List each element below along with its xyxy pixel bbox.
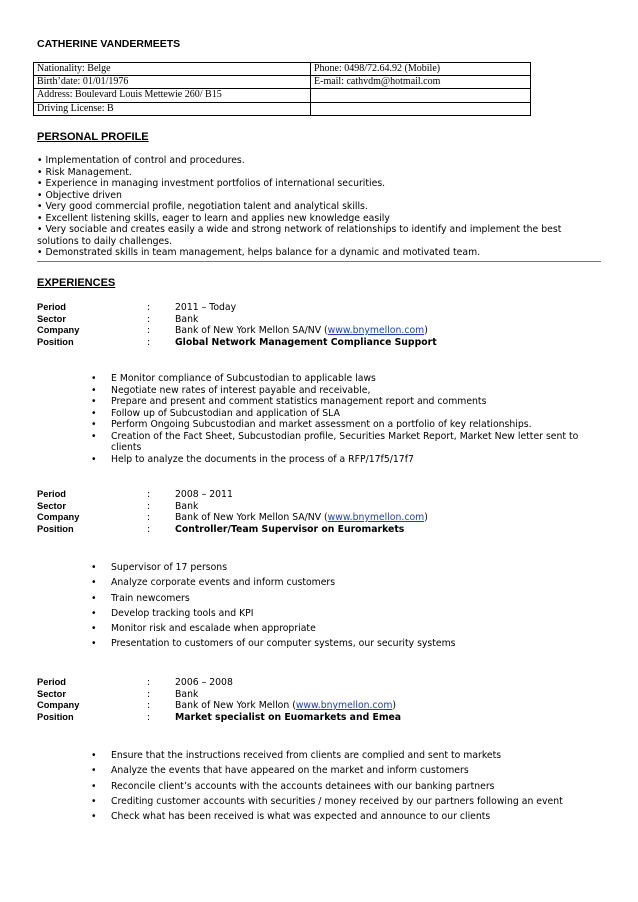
bullet: • [91, 562, 97, 573]
duty-text: Train newcomers [111, 592, 190, 604]
colon: : [147, 677, 151, 688]
profile-item: • Implementation of control and procedures. [37, 155, 245, 166]
duty-text: Presentation to customers of our computer systems, our security systems [111, 638, 456, 650]
duty-text: Negotiate new rates of interest payable and receivable, [111, 384, 371, 396]
colon: : [147, 688, 151, 700]
duty-text: Monitor risk and escalade when appropriate [111, 623, 316, 635]
bullet: • [91, 638, 97, 650]
job-company [175, 325, 428, 337]
position-label: Position [37, 711, 74, 722]
duty-text: Creation of the Fact Sheet, Subcustodian profile, Securities Market Report, Market New letter sent to clients [111, 430, 579, 453]
section-divider [37, 261, 601, 262]
colon: : [147, 302, 151, 313]
colon: : [147, 325, 151, 336]
job-sector: Bank [175, 500, 199, 512]
job-position: Controller/Team Supervisor on Euromarkets [175, 523, 405, 535]
colon: : [147, 512, 151, 523]
position-label: Position [37, 336, 74, 347]
company-name: Bank of New York Mellon ( [175, 700, 296, 711]
bullet: • [91, 430, 97, 442]
profile-item: • Very sociable and creates easily a wide and strong network of relationships to identify and implement the best solutions to daily challenges. [37, 224, 562, 247]
colon: : [147, 523, 151, 535]
info-row [34, 76, 531, 89]
colon: : [147, 500, 151, 512]
sector-label: Sector [37, 688, 66, 699]
email-cell: E-mail: cathvdm@hotmail.com [311, 76, 531, 89]
company-website-link[interactable]: www.bnymellon.com [327, 325, 425, 336]
bullet: • [91, 453, 97, 465]
company-suffix: ) [392, 700, 397, 711]
duty-text: Follow up of Subcustodian and application of SLA [111, 407, 340, 419]
bullet: • [91, 577, 97, 589]
profile-item: • Experience in managing investment portfolios of international securities. [37, 178, 386, 189]
duty-text: Ensure that the instructions received from clients are complied and sent to markets [111, 750, 502, 761]
bullet: • [91, 623, 97, 635]
company-website-link[interactable]: www.bnymellon.com [327, 512, 425, 523]
company-name: Bank of New York Mellon SA/NV ( [175, 512, 328, 523]
sector-label: Sector [37, 500, 66, 511]
duty-text: Analyze corporate events and inform customers [111, 577, 336, 589]
bullet: • [91, 750, 97, 761]
duty-text: Help to analyze the documents in the process of a RFP/17f5/17f7 [111, 453, 414, 465]
profile-item: • Excellent listening skills, eager to learn and applies new knowledge easily [37, 212, 390, 224]
profile-item: • Very good commercial profile, negotiation talent and analytical skills. [37, 201, 368, 212]
bullet: • [91, 780, 97, 792]
empty-cell [311, 89, 531, 102]
duty-text: E Monitor compliance of Subcustodian to applicable laws [111, 373, 376, 384]
duty-text: Analyze the events that have appeared on the market and inform customers [111, 765, 469, 777]
bullet: • [91, 384, 97, 396]
bullet: • [91, 419, 97, 430]
company-suffix: ) [424, 325, 428, 336]
nationality-cell: Nationality: Belge [34, 63, 311, 76]
info-row [34, 63, 531, 76]
duty-text: Supervisor of 17 persons [111, 562, 228, 573]
empty-cell [311, 102, 531, 115]
birthdate-cell: Birth’date: 01/01/1976 [34, 76, 311, 89]
bullet: • [91, 373, 97, 384]
profile-item: • Demonstrated skills in team management, helps balance for a dynamic and motivated team. [37, 247, 481, 258]
job-company [175, 512, 428, 524]
company-label: Company [37, 512, 80, 522]
duty-text: Check what has been received is what was expected and announce to our clients [111, 811, 491, 823]
contact-info-table [33, 62, 531, 116]
bullet: • [91, 811, 97, 823]
position-label: Position [37, 523, 74, 534]
company-label: Company [37, 700, 80, 710]
address-cell: Address: Boulevard Louis Mettewie 260/ B15 [34, 89, 311, 102]
period-label: Period [37, 302, 66, 312]
duty-text: Crediting customer accounts with securities / money received by our partners following an event [111, 795, 563, 807]
job-position: Global Network Management Compliance Support [175, 336, 437, 348]
bullet: • [91, 607, 97, 619]
sector-label: Sector [37, 313, 66, 324]
job-period: 2008 – 2011 [175, 489, 233, 500]
company-name: Bank of New York Mellon SA/NV ( [175, 325, 328, 336]
license-cell: Driving License: B [34, 102, 311, 115]
company-suffix: ) [424, 512, 428, 523]
colon: : [147, 336, 151, 348]
bullet: • [91, 592, 97, 604]
job-position: Market specialist on Euomarkets and Emea [175, 711, 402, 723]
job-company [175, 700, 396, 712]
company-label: Company [37, 325, 80, 335]
profile-list [37, 155, 597, 259]
period-label: Period [37, 677, 66, 687]
candidate-name: CATHERINE VANDERMEETS [37, 38, 181, 50]
duty-text: Prepare and present and comment statistics management report and comments [111, 396, 487, 407]
bullet: • [91, 765, 97, 777]
job-sector: Bank [175, 688, 199, 700]
phone-cell: Phone: 0498/72.64.92 (Mobile) [311, 63, 531, 76]
profile-item: • Risk Management. [37, 166, 132, 178]
personal-profile-heading: PERSONAL PROFILE [37, 131, 149, 143]
info-row [34, 89, 531, 102]
bullet: • [91, 396, 97, 407]
experiences-heading: EXPERIENCES [37, 277, 116, 289]
period-label: Period [37, 489, 66, 499]
job-period: 2006 – 2008 [175, 677, 233, 688]
duty-text: Reconcile client’s accounts with the accounts detainees with our banking partners [111, 780, 495, 792]
bullet: • [91, 407, 97, 419]
info-row [34, 102, 531, 115]
colon: : [147, 489, 151, 500]
colon: : [147, 313, 151, 325]
duty-text: Develop tracking tools and KPI [111, 607, 254, 619]
colon: : [147, 711, 151, 723]
duty-text: Perform Ongoing Subcustodian and market assessment on a portfolio of key relationships. [111, 419, 532, 430]
job-period: 2011 – Today [175, 302, 237, 313]
profile-item: • Objective driven [37, 189, 122, 201]
colon: : [147, 700, 151, 711]
job-sector: Bank [175, 313, 199, 325]
bullet: • [91, 795, 97, 807]
company-website-link[interactable]: www.bnymellon.com [295, 700, 393, 711]
